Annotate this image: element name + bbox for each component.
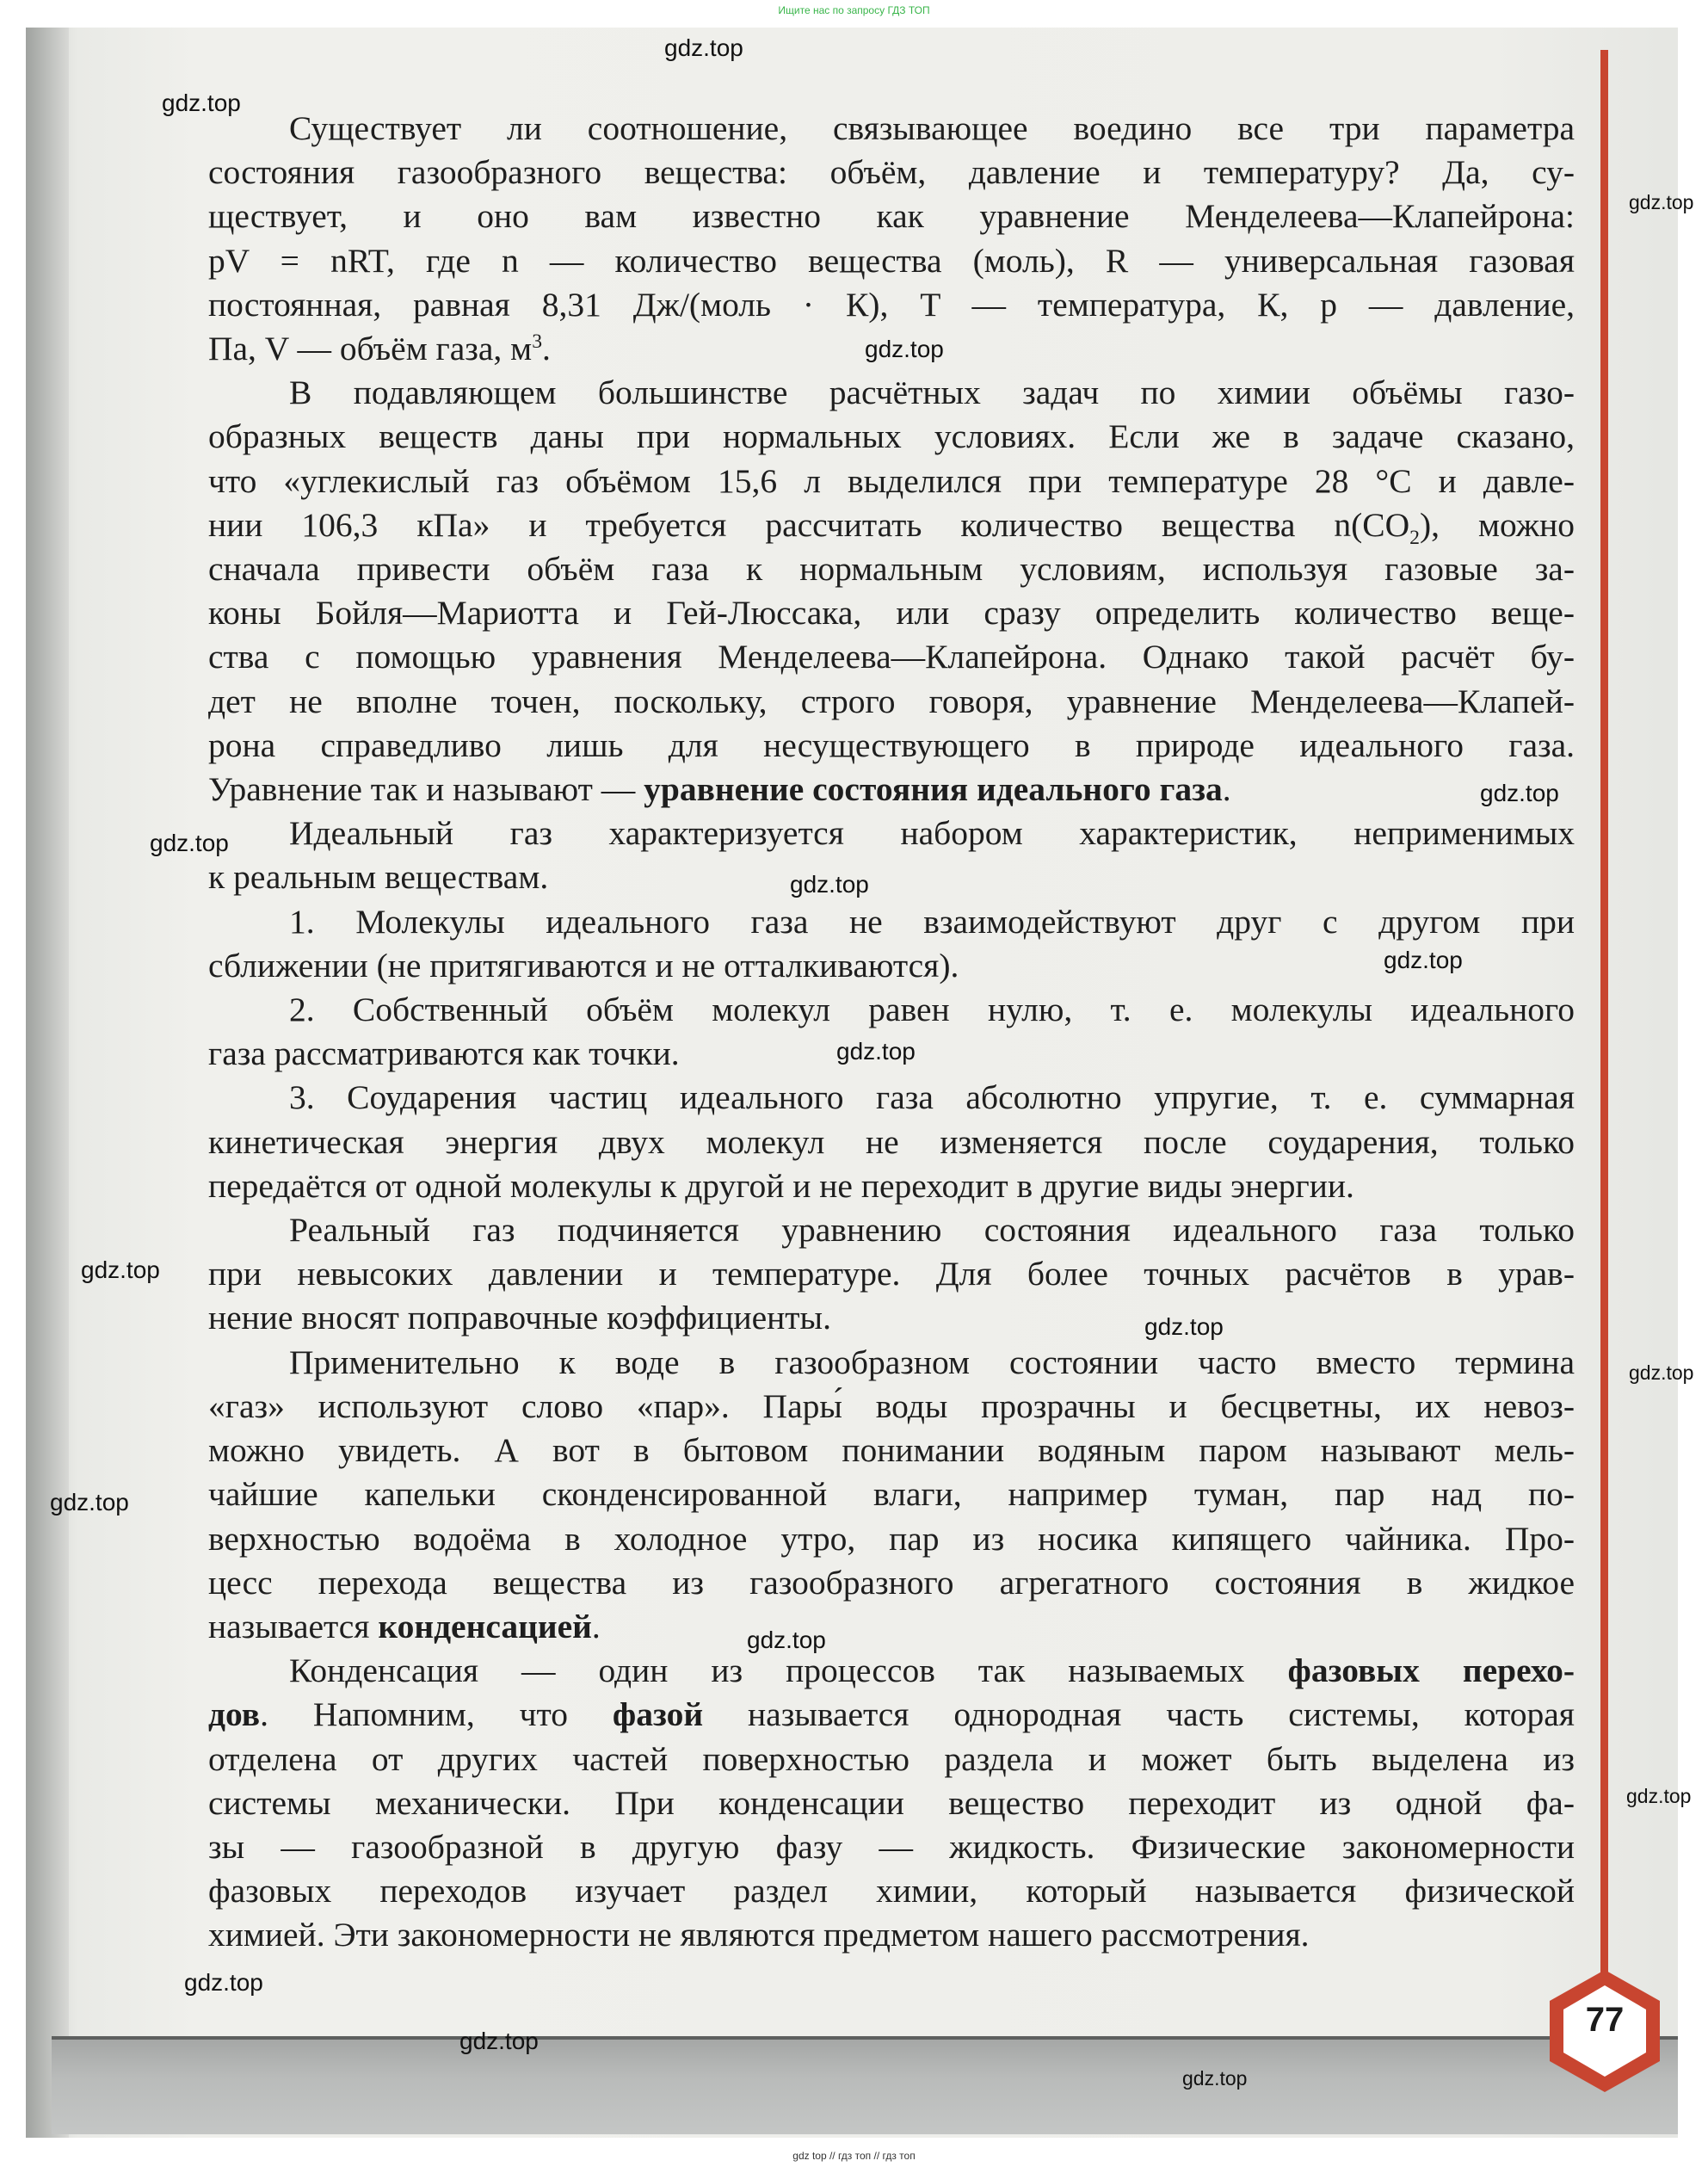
watermark: gdz.top: [184, 1969, 263, 1996]
text-line: сначала привести объём газа к нормальным условиям, используя газовые за-: [208, 550, 1575, 589]
text-line: цесс перехода вещества из газообразного агрегатного состояния в жидкое: [208, 1563, 1575, 1602]
watermark: gdz.top: [1144, 1313, 1224, 1340]
text-line: верхностью водоёма в холодное утро, пар из носика кипящего чайника. Про-: [208, 1519, 1575, 1558]
watermark: gdz.top: [162, 90, 241, 116]
text-line: состояния газообразного вещества: объём, давление и температуру? Да, су-: [208, 153, 1575, 192]
text-fragment: нии 106,3 кПа» и требуется рассчитать количество вещества n(CO: [208, 505, 1410, 544]
text-fragment: .: [542, 330, 551, 368]
text-line: химией. Эти закономерности не являются предметом нашего рассмотрения.: [208, 1916, 1310, 1954]
bold-term: фазовых перехо-: [1287, 1651, 1575, 1690]
text-line: Существует ли соотношение, связывающее воедино все три параметра: [289, 109, 1575, 147]
bold-term: конденсацией: [378, 1607, 592, 1645]
bottom-band: [52, 2040, 1678, 2134]
red-margin-rule: [1600, 50, 1608, 1986]
bold-term: фазой: [612, 1695, 704, 1734]
text-line: можно увидеть. А вот в бытовом понимании водяным паром называют мель-: [208, 1431, 1575, 1470]
bold-term: уравнение состояния идеального газа: [644, 770, 1223, 809]
text-line: отделена от других частей поверхностью раздела и может быть выделена из: [208, 1739, 1575, 1778]
subscript: 2: [1409, 526, 1420, 549]
text-line: сближении (не притягиваются и не отталкиваются).: [208, 946, 959, 985]
list-item: 3. Соударения частиц идеального газа абсолютно упругие, т. е. суммарная: [289, 1078, 1575, 1117]
watermark: gdz.top: [836, 1038, 916, 1065]
list-item: 1. Молекулы идеального газа не взаимодействуют друг с другом при: [289, 902, 1575, 941]
text-fragment: называется однородная часть системы, которая: [703, 1695, 1575, 1734]
watermark: gdz.top: [1182, 2067, 1248, 2090]
text-line: [208, 768, 1575, 812]
text-line: ства с помощью уравнения Менделеева—Клапейрона. Однако такой расчёт бу-: [208, 638, 1575, 676]
text-line: фазовых переходов изучает раздел химии, который называется физической: [208, 1872, 1575, 1911]
text-line: при невысоких давлении и температуре. Для более точных расчётов в урав-: [208, 1255, 1575, 1293]
text-line: нение вносят поправочные коэффициенты.: [208, 1299, 831, 1337]
text-line: дет не вполне точен, поскольку, строго говоря, уравнение Менделеева—Клапей-: [208, 682, 1575, 720]
text-fragment: . Напомним, что: [260, 1695, 613, 1734]
text-line: [208, 1605, 1575, 1649]
superscript: 3: [532, 330, 543, 353]
text-line: В подавляющем большинстве расчётных задач по химии объёмы газо-: [289, 373, 1575, 412]
text-line: «газ» используют слово «пар». Пары́ воды прозрачны и бесцветны, их невоз-: [208, 1386, 1575, 1425]
watermark: gdz.top: [81, 1256, 160, 1283]
text-line: Идеальный газ характеризуется набором характеристик, неприменимых: [289, 814, 1575, 853]
watermark: gdz.top: [1629, 1361, 1694, 1384]
text-line: постоянная, равная 8,31 Дж/(моль · К), T — температура, К, p — давление,: [208, 285, 1575, 324]
text-fragment: Уравнение так и называют —: [208, 770, 644, 809]
watermark: gdz.top: [747, 1627, 826, 1653]
text-line: [208, 1693, 1575, 1737]
text-line: ществует, и оно вам известно как уравнение Менделеева—Клапейрона:: [208, 197, 1575, 236]
list-item: 2. Собственный объём молекул равен нулю, т. е. молекулы идеального: [289, 991, 1575, 1029]
text-line: [208, 503, 1575, 547]
watermark: gdz.top: [865, 336, 944, 362]
text-line: кинетическая энергия двух молекул не изменяется после соударения, только: [208, 1122, 1575, 1161]
text-line: передаётся от одной молекулы к другой и не переходит в другие виды энергии.: [208, 1166, 1354, 1205]
main-text: [208, 107, 1575, 1958]
text-fragment: .: [1222, 770, 1231, 809]
text-line: [208, 1649, 1575, 1693]
text-line: что «углекислый газ объёмом 15,6 л выделился при температуре 28 °С и давле-: [208, 461, 1575, 500]
watermark: gdz.top: [50, 1489, 129, 1516]
watermark: gdz.top: [1626, 1785, 1692, 1807]
text-fragment: .: [591, 1607, 601, 1645]
watermark: gdz.top: [790, 871, 869, 898]
text-line: рона справедливо лишь для несуществующего в природе идеального газа.: [208, 725, 1575, 764]
page-spine-shadow: [26, 28, 69, 2138]
text-line: чайшие капельки сконденсированной влаги, например туман, пар над по-: [208, 1475, 1575, 1514]
text-fragment: называется: [208, 1607, 379, 1645]
text-line: Реальный газ подчиняется уравнению состояния идеального газа только: [289, 1211, 1575, 1250]
text-line: газа рассматриваются как точки.: [208, 1034, 680, 1073]
watermark: gdz.top: [664, 34, 743, 61]
watermark: gdz.top: [1480, 780, 1559, 806]
text-fragment: ), можно: [1420, 505, 1575, 544]
text-line: pV = nRT, где n — количество вещества (моль), R — универсальная газовая: [208, 241, 1575, 280]
bold-term: дов: [208, 1695, 261, 1734]
watermark: gdz.top: [150, 830, 229, 856]
text-line: образных веществ даны при нормальных условиях. Если же в задаче сказано,: [208, 417, 1575, 456]
text-fragment: Па, V — объём газа, м: [208, 330, 533, 368]
page-number: 77: [1585, 2001, 1625, 2039]
watermark: gdz.top: [1629, 191, 1694, 213]
text-line: к реальным веществам.: [208, 858, 549, 897]
footer-note: gdz top // гдз топ // гдз топ: [792, 2150, 916, 2162]
text-fragment: Конденсация — один из процессов так называемых: [289, 1651, 1288, 1690]
watermark: gdz.top: [1384, 947, 1463, 973]
text-line: коны Бойля—Мариотта и Гей-Люссака, или сразу определить количество веще-: [208, 594, 1575, 633]
text-line: системы механически. При конденсации вещество переходит из одной фа-: [208, 1783, 1575, 1822]
watermark: gdz.top: [459, 2028, 539, 2054]
text-line: зы — газообразной в другую фазу — жидкость. Физические закономерности: [208, 1827, 1575, 1866]
text-line: Применительно к воде в газообразном состоянии часто вместо термина: [289, 1343, 1575, 1381]
header-note: Ищите нас по запросу ГДЗ ТОП: [778, 4, 930, 16]
